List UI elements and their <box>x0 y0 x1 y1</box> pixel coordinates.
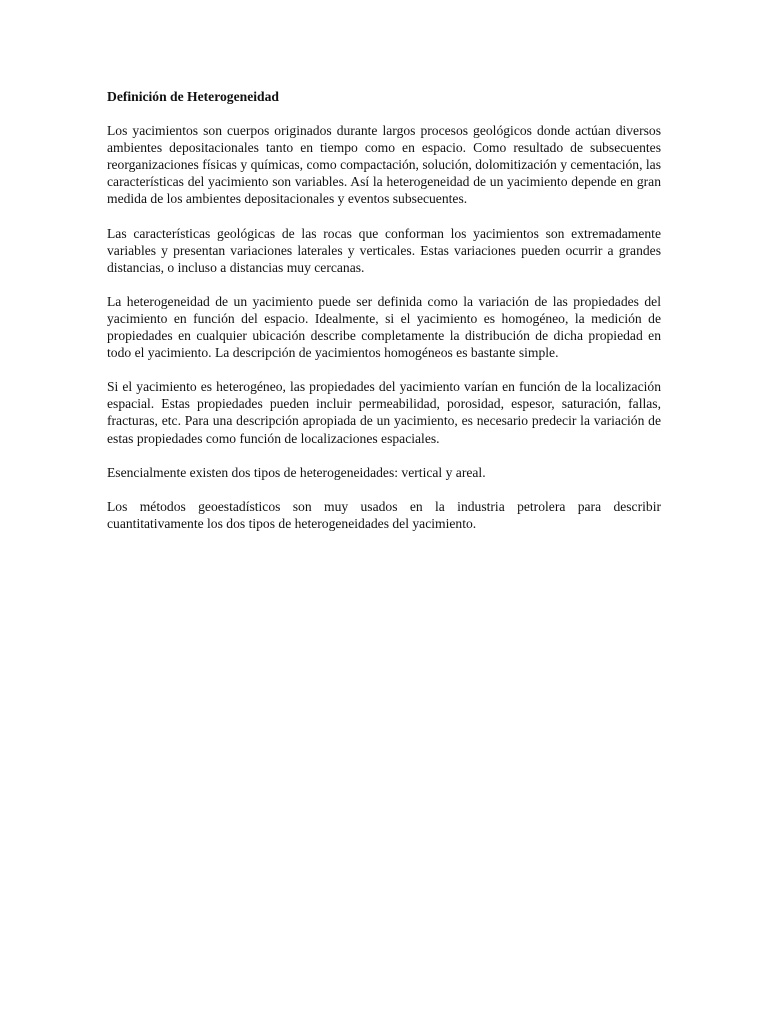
paragraph-2: Las características geológicas de las rocas que conforman los yacimientos son extremadamente variables y presentan variaciones laterales y verticales. Estas variaciones pueden ocurrir a grandes distancias, o incluso a distancias muy cercanas. <box>107 225 661 275</box>
document-body <box>107 88 661 549</box>
paragraph-6: Los métodos geoestadísticos son muy usados en la industria petrolera para describir cuantitativamente los dos tipos de heterogeneidades del yacimiento. <box>107 498 661 531</box>
paragraph-1: Los yacimientos son cuerpos originados durante largos procesos geológicos donde actúan diversos ambientes depositacionales tanto en tiempo como en espacio. Como resultado de subsecuentes reorganizaciones físicas y químicas, como compactación, solución, dolomitización y cementación, las características del yacimiento son variables. Así la heterogeneidad de un yacimiento depende en gran medida de los ambientes depositacionales y eventos subsecuentes. <box>107 123 661 207</box>
document-title: Definición de Heterogeneidad <box>107 89 279 104</box>
paragraph-4: Si el yacimiento es heterogéneo, las propiedades del yacimiento varían en función de la localización espacial. Estas propiedades pueden incluir permeabilidad, porosidad, espesor, saturación, fallas, fracturas, etc. Para una descripción apropiada de un yacimiento, es necesario predecir la variación de estas propiedades como función de localizaciones espaciales. <box>107 379 661 446</box>
paragraph-5: Esencialmente existen dos tipos de heterogeneidades: vertical y areal. <box>107 464 486 480</box>
paragraph-3: La heterogeneidad de un yacimiento puede ser definida como la variación de las propiedades del yacimiento en función del espacio. Idealmente, si el yacimiento es homogéneo, la medición de propiedades en cualquier ubicación describe completamente la distribución de dicha propiedad en todo el yacimiento. La descripción de yacimientos homogéneos es bastante simple. <box>107 293 661 361</box>
